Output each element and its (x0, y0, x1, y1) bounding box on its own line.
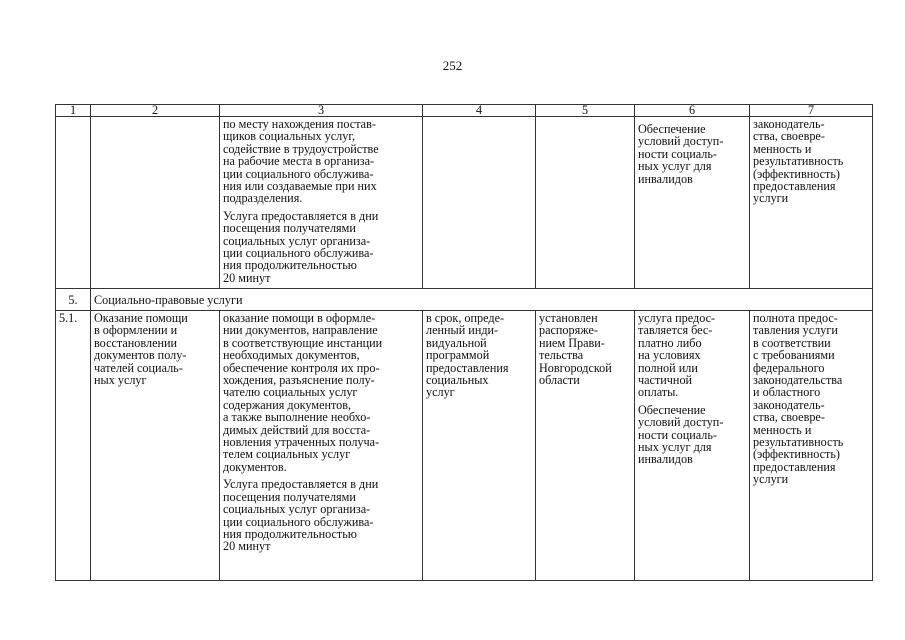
text-line: инвалидов (638, 171, 693, 186)
text-line: (эффективность) (753, 166, 840, 181)
text-line: с требованиями (753, 348, 835, 363)
tariff-cell (536, 311, 635, 581)
text-line: в срок, опреде- (426, 311, 505, 325)
text-line: тавления услуги (753, 323, 838, 338)
text-line: законодатель- (753, 117, 825, 131)
text-line: Новгородской (539, 360, 612, 375)
text-line: ния продолжительностью (223, 526, 357, 541)
text-line: чателей социаль- (94, 360, 183, 375)
text-line: ных услуг для (638, 159, 712, 174)
text-line: социальных (426, 373, 489, 388)
text-line: восстановлении (94, 335, 178, 350)
service-description-cell (220, 311, 423, 581)
text-line: ности социаль- (638, 427, 717, 442)
text-line: социальных услуг организа- (223, 233, 371, 248)
text-line: ленный инди- (426, 323, 499, 338)
text-line: димых действий для восста- (223, 422, 371, 437)
text-line: в соответствующие инстанции (223, 335, 383, 350)
text-line: 20 минут (223, 539, 271, 554)
text-line: щиков социальных услуг, (223, 129, 356, 144)
text-line: необходимых документов, (223, 348, 360, 363)
text-line: 20 минут (223, 270, 271, 285)
section-title: Социально-правовые услуги (91, 289, 873, 311)
text-line: подразделения. (223, 191, 303, 206)
text-line: ции социального обслужива- (223, 246, 374, 261)
service-name-cell (91, 311, 220, 581)
text-line: ции социального обслужива- (223, 166, 374, 181)
text-line: социальных услуг организа- (223, 502, 371, 517)
continuation-row (56, 117, 873, 289)
cell-empty (56, 117, 91, 289)
text-line: документов. (223, 459, 287, 474)
text-line: законодательства (753, 373, 843, 388)
text-line: распоряже- (539, 323, 598, 338)
table-row (56, 311, 873, 581)
text-line: услуг (426, 385, 455, 400)
page-number: 252 (442, 58, 463, 73)
text-line: на рабочие места в организа- (223, 154, 375, 169)
text-line: содействие в трудоустройстве (223, 141, 379, 156)
column-number: 1 (56, 105, 91, 117)
text-line: федерального (753, 360, 825, 375)
conditions-cell (635, 311, 750, 581)
text-line: платно либо (638, 335, 702, 350)
text-line: ния продолжительностью (223, 258, 357, 273)
text-line: частичной (638, 373, 693, 388)
column-number: 5 (536, 105, 635, 117)
text-line: телем социальных услуг (223, 447, 351, 462)
text-line: посещения получателями (223, 221, 356, 236)
quality-criteria-cell (750, 311, 873, 581)
section-row (56, 289, 873, 311)
text-line: установлен (539, 311, 598, 325)
cell-empty (91, 117, 220, 289)
text-line: условий доступ- (638, 415, 724, 430)
services-table (55, 104, 873, 581)
text-line: тельства (539, 348, 584, 363)
column-number: 6 (635, 105, 750, 117)
text-line: документов полу- (94, 348, 187, 363)
text-line: а также выполнение необхо- (223, 410, 371, 425)
service-description-cell (220, 117, 423, 289)
text-line: содержания документов, (223, 397, 352, 412)
text-line: ности социаль- (638, 146, 717, 161)
text-line: на условиях (638, 348, 701, 363)
text-line: Обеспечение (638, 402, 706, 417)
column-number: 2 (91, 105, 220, 117)
column-number-row (56, 105, 873, 117)
accessibility-cell (635, 117, 750, 289)
text-line: Услуга предоставляется в дни (223, 477, 379, 492)
text-line: результативность (753, 435, 844, 450)
text-line: хождения, разъяснение полу- (223, 373, 375, 388)
text-line: Обеспечение (638, 122, 706, 136)
text-line: менность и (753, 422, 812, 437)
text-line: и областного (753, 385, 821, 400)
text-line: полнота предос- (753, 311, 838, 325)
deadline-cell (423, 311, 536, 581)
column-number: 7 (750, 105, 873, 117)
text-line: законодатель- (753, 397, 825, 412)
text-line: нии документов, направление (223, 323, 378, 338)
text-line: предоставления (426, 360, 509, 375)
text-line: новления утраченных получа- (223, 435, 380, 450)
text-line: Услуга предоставляется в дни (223, 208, 379, 223)
text-line: условий доступ- (638, 134, 724, 149)
text-line: видуальной (426, 335, 487, 350)
text-line: ства, своевре- (753, 410, 825, 425)
text-line: ных услуг для (638, 440, 712, 455)
text-line: оказание помощи в оформле- (223, 311, 376, 325)
text-line: результативность (753, 154, 844, 169)
text-line: предоставления (753, 179, 836, 194)
text-line: оплаты. (638, 385, 679, 400)
text-line: (эффективность) (753, 447, 840, 462)
text-line: услуги (753, 472, 789, 487)
text-line: обеспечение контроля их про- (223, 360, 380, 375)
column-number: 3 (220, 105, 423, 117)
text-line: области (539, 373, 580, 388)
text-line: нием Прави- (539, 335, 605, 350)
text-line: посещения получателями (223, 489, 356, 504)
text-line: предоставления (753, 459, 836, 474)
text-line: в соответствии (753, 335, 831, 350)
text-line: менность и (753, 141, 812, 156)
text-line: ния или создаваемые при них (223, 179, 377, 194)
text-line: тавляется бес- (638, 323, 713, 338)
text-line: по месту нахождения постав- (223, 117, 376, 131)
text-line: услуга предос- (638, 311, 716, 325)
column-number: 4 (423, 105, 536, 117)
text-line: услуги (753, 191, 789, 206)
text-line: программой (426, 348, 490, 363)
cell-empty (423, 117, 536, 289)
text-line: Оказание помощи (94, 311, 188, 325)
text-line: полной или (638, 360, 698, 375)
row-number: 5.1. (56, 311, 91, 581)
cell-empty (536, 117, 635, 289)
text-line: в оформлении и (94, 323, 178, 338)
section-number: 5. (56, 289, 91, 311)
quality-criteria-cell (750, 117, 873, 289)
text-line: чателю социальных услуг (223, 385, 358, 400)
text-line: ных услуг (94, 373, 147, 388)
text-line: ции социального обслужива- (223, 514, 374, 529)
text-line: инвалидов (638, 452, 693, 467)
text-line: ства, своевре- (753, 129, 825, 144)
